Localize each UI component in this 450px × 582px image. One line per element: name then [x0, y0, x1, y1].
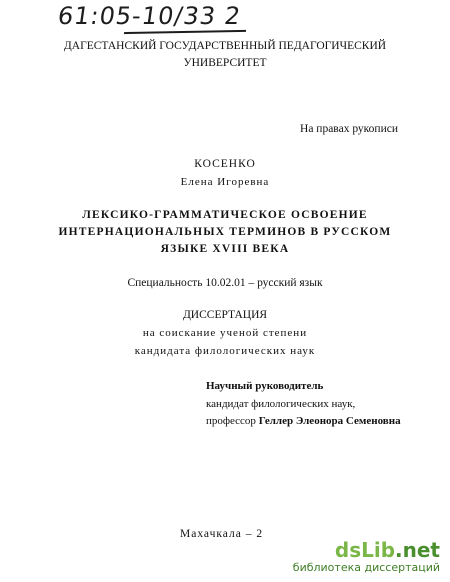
specialty: Специальность 10.02.01 – русский язык	[127, 277, 323, 289]
dissertation-title-line-2: ИНТЕРНАЦИОНАЛЬНЫХ ТЕРМИНОВ В РУССКОМ	[58, 226, 392, 238]
watermark-subtitle: библиотека диссертаций	[292, 561, 440, 574]
degree-line-1: на соискание ученой степени	[142, 327, 308, 339]
handwritten-code: 61:05-10/33 2	[56, 2, 243, 30]
watermark-logo-main: dsLib	[334, 538, 396, 562]
handwritten-underline	[124, 30, 246, 34]
watermark	[293, 540, 440, 574]
rights-note: На правах рукописи	[300, 123, 398, 135]
author-name: Елена Игоревна	[180, 176, 270, 188]
city-year: Махачкала – 2	[180, 528, 264, 540]
supervisor-heading: Научный руководитель	[206, 380, 324, 392]
supervisor-name: Геллер Элеонора Семеновна	[258, 415, 401, 427]
dissertation-heading: ДИССЕРТАЦИЯ	[182, 309, 268, 321]
dissertation-title-line-1: ЛЕКСИКО-ГРАММАТИЧЕСКОЕ ОСВОЕНИЕ	[82, 209, 368, 221]
author-surname: КОСЕНКО	[194, 158, 256, 170]
university-line-1: ДАГЕСТАНСКИЙ ГОСУДАРСТВЕННЫЙ ПЕДАГОГИЧЕСКИЙ	[63, 40, 387, 52]
university-line-2: УНИВЕРСИТЕТ	[183, 57, 267, 69]
supervisor-prefix: профессор	[206, 415, 256, 427]
dissertation-title-line-3: ЯЗЫКЕ XVIII ВЕКА	[160, 243, 290, 255]
supervisor-degree: кандидат филологических наук,	[206, 398, 356, 410]
degree-line-2: кандидата филологических наук	[134, 345, 316, 357]
supervisor-line	[206, 415, 401, 427]
watermark-logo	[293, 540, 440, 560]
watermark-logo-tld: .net	[395, 538, 440, 562]
